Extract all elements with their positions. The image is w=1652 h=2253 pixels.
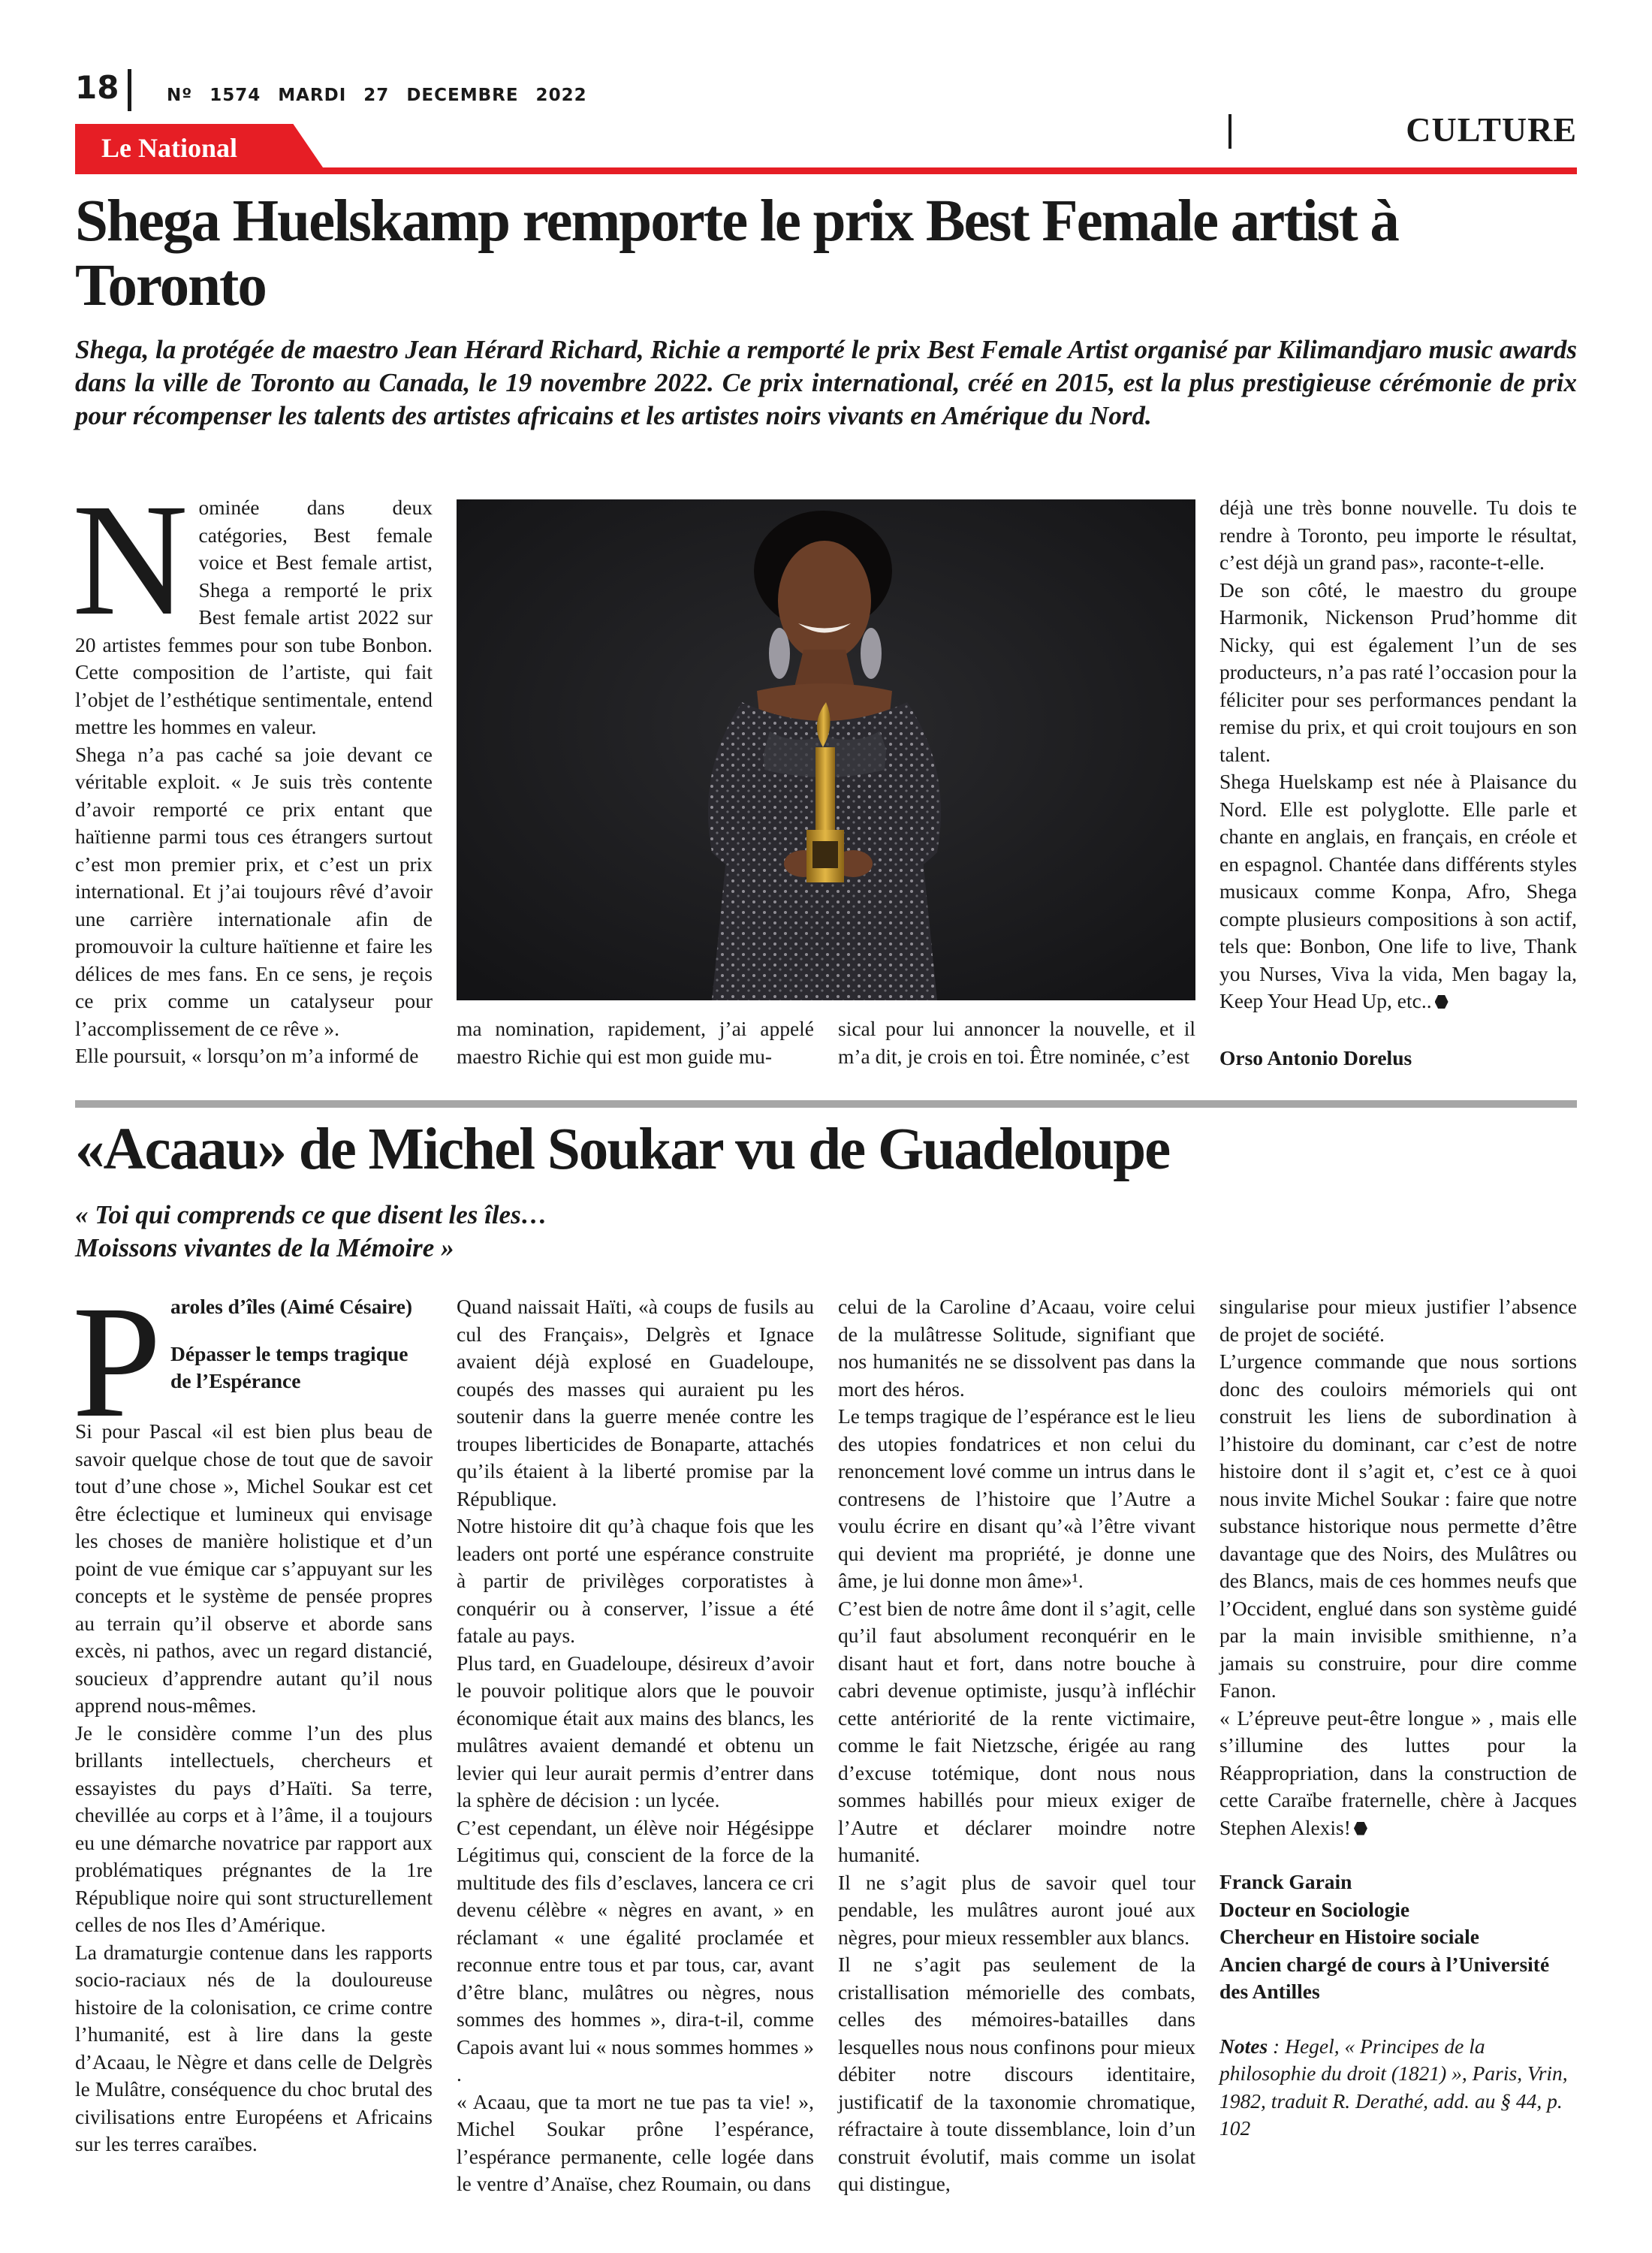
article-2-lead-heading: Paroles d’îles (Aimé Césaire) (72, 1273, 413, 1451)
header-divider (128, 69, 131, 111)
article-2-column-3 (838, 1293, 1195, 2198)
article-1-byline: Orso Antonio Dorelus (1219, 1046, 1412, 1069)
article-2-headline: «Acaau» de Michel Soukar vu de Guadeloupe (75, 1117, 1170, 1182)
article-1-column-4 (1219, 494, 1577, 1015)
article-1-paragraph: ma nomination, rapidement, j’ai appelé maestro Richie qui est mon guide mu- (457, 1017, 814, 1068)
article-2-paragraph: Plus tard, en Guadeloupe, désireux d’avoir le pouvoir politique alors que le pouvoir économique était aux mains des blancs, les mulâtres avaient demandé et obtenu un levier qui leur aurait permis d’entrer dans la sphère de décision : un lycée. (457, 1651, 814, 1811)
article-1-paragraph: De son côté, le maestro du groupe Harmonik, Nickenson Prud’homme dit Nicky, qui est également l’un de ses producteurs, n’a pas raté l’occasion pour la féliciter pour ses performances pendant la remise du prix, et qui croit toujours en son talent. (1219, 578, 1577, 766)
drop-cap: P (72, 1273, 162, 1451)
issue-meta: Nº 1574 MARDI 27 DECEMBRE 2022 (167, 86, 587, 105)
article-2-paragraph: Quand naissait Haïti, «à coups de fusils au cul des Français», Delgrès et Ignace avaient déjà explosé en Guadeloupe, coupés des masses qui auraient pu les soutenir dans la guerre menée contre les troupes liberticides de Bonaparte, attachés qu’ils étaient à la liberté promise par la République. (457, 1295, 814, 1510)
article-1-paragraph: sical pour lui annoncer la nouvelle, et il m’a dit, je crois en toi. Être nominée, c’est (838, 1017, 1195, 1068)
article-1-paragraph: déjà une très bonne nouvelle. Tu dois te rendre à Toronto, peu importe le résultat, c’est déjà un grand pas», raconte-t-elle. (1219, 496, 1577, 574)
author-name: Franck Garain (1219, 1870, 1352, 1893)
article-2-paragraph: Il ne s’agit plus de savoir quel tour pendable, les mulâtres auront joué aux nègres, pour mieux ressembler aux blancs. (838, 1870, 1195, 1949)
article-2-paragraph: Je le considère comme l’un des plus brillants intellectuels, chercheurs et essayistes du pays d’Haïti. Sa terre, chevillée au corps et à l’âme, il a toujours eu une démarche novatrice par rapport aux problématiques prégnantes de la 1re République noire qui sont structurellement celles de nos Iles d’Amérique. (75, 1721, 433, 1936)
article-2-paragraph: C’est bien de notre âme dont il s’agit, celle qu’il faut absolument reconquérir en le disant haut et fort, dans notre bouche à cabri devenue optimiste, jusqu’à infléchir cette antériorité de la rente victimaire, comme le fait Nietzsche, érigée au rang d’excuse totémique, dont nous nous sommes habillés pour mieux exiger de l’Autre et déclarer moindre notre humanité. (838, 1596, 1195, 1866)
article-1-paragraph: Shega n’a pas caché sa joie devant ce véritable exploit. « Je suis très contente d’avoir remporté ce prix entant que haïtienne parmi tous ces étrangers surtout c’est mon premier prix, et c’est un prix international. Et j’ai toujours rêvé d’avoir une carrière internationale afin de promouvoir la culture haïtienne et faire les délices de mes fans. En ce sens, je reçois ce prix comme un catalyseur pour l’accomplissement de ce rêve ». (75, 742, 433, 1040)
epigraph-line: Moissons vivantes de la Mémoire » (75, 1233, 454, 1262)
article-2-paragraph: Notre histoire dit qu’à chaque fois que les leaders ont porté une espérance construite à partir de privilèges corporatistes à conquérir ou à conserver, l’issue a été fatale au pays. (457, 1514, 814, 1647)
article-1-column-1 (72, 471, 433, 1070)
notes-text: : Hegel, « Principes de la philosophie du droit (1821) », Paris, Vrin, 1982, traduit R. Derathé, add. au § 44, p. 102 (1219, 2034, 1568, 2140)
article-2-subheading: Dépasser le temps tragique de l’Espérance (170, 1341, 408, 1392)
drop-cap: N (72, 471, 188, 649)
article-2-paragraph: « L’épreuve peut-être longue » , mais elle s’illumine des luttes pour la Réappropriation, dans la construction de cette Caraïbe fraternelle, chère à Jacques Stephen Alexis! (1219, 1706, 1577, 1839)
article-1-paragraph: Nominée dans deux catégories, Best female voice et Best female artist, Shega a remporté le prix Best female artist 2022 sur 20 artistes femmes pour son tube Bonbon. Cette composition de l’artiste, qui fait l’objet de l’esthétique sentimentale, entend mettre les hommes en valeur. (72, 471, 433, 738)
article-1-paragraph: Elle poursuit, « lorsqu’on m’a informé de (75, 1044, 419, 1067)
header-rule (75, 167, 1577, 174)
article-2-column-2 (457, 1293, 814, 2198)
article-2-paragraph: celui de la Caroline d’Acaau, voire celui de la mulâtresse Solitude, signifiant que nos humanités ne se dissolvent pas dans la mort des héros. (838, 1295, 1195, 1401)
article-1-headline: Shega Huelskamp remporte le prix Best Female artist à Toronto (75, 189, 1398, 318)
article-2-paragraph: Il ne s’agit pas seulement de la cristallisation mémorielle des combats, celles des mémoires-batailles dans lesquelles nous nous confinons pour mieux débiter notre discours identitaire, justificatif de la taxonomie chromatique, réfractaire à toute dissemblance, loin d’un construit évolutif, mais comme un isolat qui distingue, (838, 1953, 1195, 2195)
author-title: Ancien chargé de cours à l’Université des Antilles (1219, 1952, 1550, 2003)
article-2-notes (1219, 2033, 1577, 2143)
end-mark-icon (1435, 995, 1449, 1009)
article-1-column-3 (838, 1015, 1195, 1070)
epigraph-line: « Toi qui comprends ce que disent les îles… (75, 1200, 547, 1229)
notes-label: Notes (1219, 2034, 1268, 2058)
article-2-paragraph: singularise pour mieux justifier l’absence de projet de société. (1219, 1295, 1577, 1346)
section-divider (1228, 114, 1231, 149)
page-number: 18 (75, 69, 119, 106)
article-divider (75, 1100, 1577, 1108)
article-1-standfirst: Shega, la protégée de maestro Jean Hérard Richard, Richie a remporté le prix Best Female Artist organisé par Kilimandjaro music awards dans la ville de Toronto au Canada, le 19 novembre 2022. Ce prix international, créé en 2015, est la plus prestigieuse cérémonie de prix pour récompenser les talents des artistes africains et les artistes noirs vivants en Amérique du Nord. (75, 335, 1577, 430)
article-2-paragraph: La dramaturgie contenue dans les rapports socio-raciaux nés de la douloureuse histoire de la colonisation, ce crime contre l’humanité, est à lire dans la geste d’Acaau, le Nègre et dans celle de Delgrès le Mulâtre, conséquence du choc brutal des civilisations entre Européens et Africains sur les terres caraïbes. (75, 1940, 433, 2155)
artist-with-trophy-photo (457, 499, 1195, 1000)
masthead-label: Le National (101, 133, 238, 163)
author-title: Chercheur en Histoire sociale (1219, 1925, 1479, 1948)
artist-photo (457, 499, 1195, 1000)
article-2-paragraph: C’est cependant, un élève noir Hégésippe Légitimus qui, conscient de la force de la multitude des fils d’esclaves, lancera ce cri devenu célèbre « nègres en avant, » en réclamant « une égalité proclamée et reconnue entre tous et par tous, car, avant d’être blanc, mulâtres ou nègres, nous sommes des hommes », dira-t-il, comme Capois avant lui « nous sommes hommes » . (457, 1815, 814, 2086)
article-2-epigraph (75, 1199, 1126, 1265)
article-1-column-2 (457, 1015, 814, 1070)
article-2-paragraph: Le temps tragique de l’espérance est le lieu des utopies fondatrices et non celui du renoncement lové comme un intrus dans le contresens de l’histoire que l’Autre a voulu écrire en disant qu’«à l’être vivant qui devient ma propriété, je donne une âme, je lui donne mon âme»¹. (838, 1404, 1195, 1592)
article-2-paragraph: Si pour Pascal «il est bien plus beau de savoir quelque chose de tout que de savoir tout d’une chose », Michel Soukar est cet être éclectique et lumineux qui envisage les choses de manière holistique et d’un point de vue émique car s’appuyant sur les concepts et le système de pensée propres au terrain qu’il observe et aborde sans excès, ni pathos, avec un regard distancié, soucieux d’apprendre autant qu’il nous apprend nous-mêmes. (75, 1419, 433, 1717)
author-title: Docteur en Sociologie (1219, 1897, 1410, 1921)
article-2-column-4 (1219, 1293, 1577, 2143)
article-2-signature (1219, 1868, 1577, 2006)
section-label: CULTURE (1406, 110, 1577, 149)
article-1-paragraph: Shega Huelskamp est née à Plaisance du Nord. Elle est polyglotte. Elle parle et chante en anglais, en français, en créole et en espagnol. Chantée dans différents styles musicaux comme Konpa, Afro, Shega compte plusieurs compositions à son actif, tels que: Bonbon, One life to live, Thank you Nurses, Viva la vida, Men bagay la, Keep Your Head Up, etc.. (1219, 770, 1577, 1012)
article-2-paragraph: L’urgence commande que nous sortions donc des couloirs mémoriels qui ont construit les liens de subordination à l’histoire du dominant, car c’est de notre histoire dont il s’agit et, c’est ce à quoi nous invite Michel Soukar : faire que notre substance historique nous permette d’être davantage que des Noirs, des Mulâtres ou des Blancs, mais de ces hommes neufs que l’Occident, englué dans son système guidé par la main invisible smithienne, n’a jamais su construire, pour dire comme Fanon. (1219, 1350, 1577, 1702)
article-2-paragraph: « Acaau, que ta mort ne tue pas ta vie! », Michel Soukar prône l’espérance, l’espérance permanente, celle logée dans le ventre d’Anaïse, chez Roumain, ou dans (457, 2089, 814, 2195)
article-2-column-1 (72, 1273, 433, 2158)
end-mark-icon (1354, 1822, 1367, 1835)
